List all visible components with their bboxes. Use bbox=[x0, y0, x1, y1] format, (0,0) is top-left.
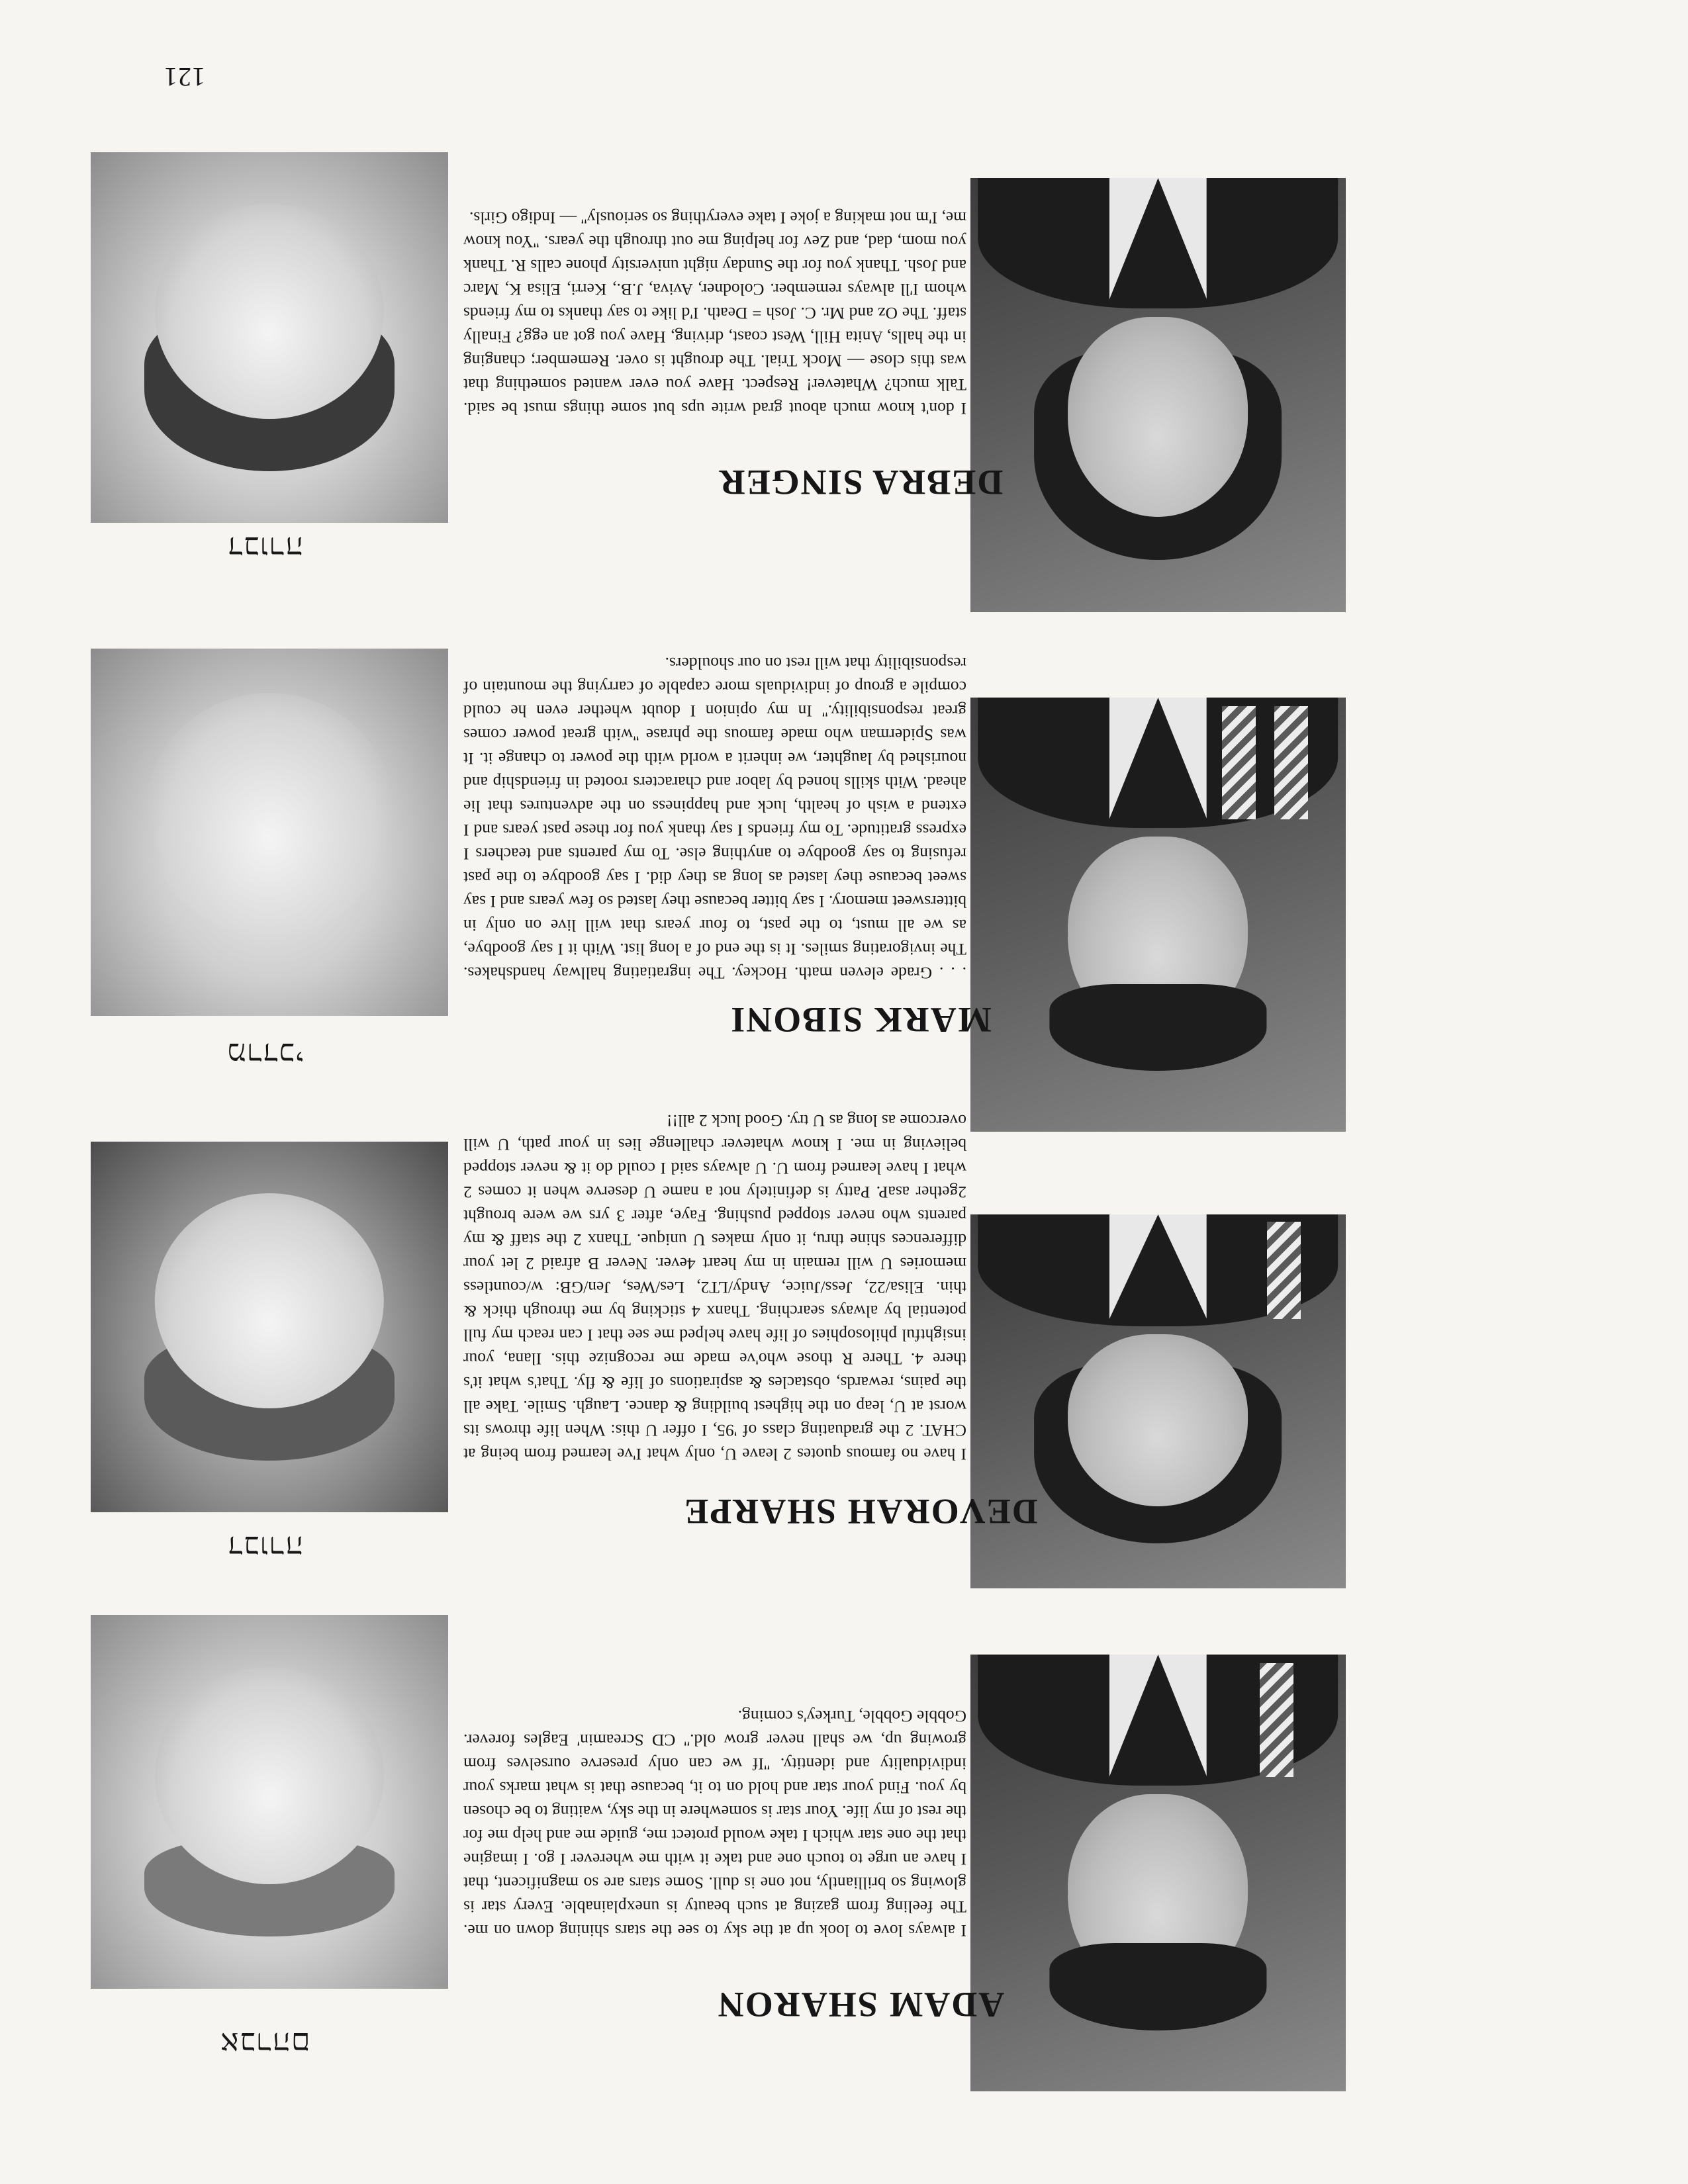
student-name: MARK SIBONI bbox=[729, 1000, 992, 1040]
portrait-stripe bbox=[1267, 1222, 1301, 1319]
student-portrait bbox=[970, 698, 1346, 1132]
student-portrait bbox=[970, 1214, 1346, 1588]
hebrew-name: אברהם bbox=[219, 2026, 310, 2062]
baby-photo bbox=[91, 1142, 448, 1512]
student-bio: . . . Grade eleven math. Hockey. The ingratiating hallway handshakes. The invigorating smiles. It is the end of a long list. With it I say goodbye, as we all must, to the past, to four years that will live on only in bittersweet memory. I say bitter because they lasted so few years and I say sweet because they lasted as long as they did. I say goodbye to the past refusing to say goodbye to anything else. To my parents and teachers I express gratitude. To my friends I say thank you for these past years and I extend a wish of health, luck and happiness on the adventures that lie ahead. With skills honed by labor and characters rooted in friendship and nourished by laughter, we inherit a world with the power to change it. It was Spiderman who made famous the phrase ''with great power comes great responsibility.'' In my opinion I doubt whether even he could compile a group of individuals more capable of carrying the mountain of responsibility that will rest on our shoulders. bbox=[463, 654, 966, 983]
portrait-stripe bbox=[1222, 706, 1256, 819]
student-bio: I always love to look up at the sky to see the stars shining down on me. The feeling from gazing at such beauty is unexplainable. Every star is glowing so brilliantly, not one is dull. Some stars are so magnificent, that I have an urge to touch one and take it with me wherever I go. I imagine that the one star which I take would protect me, guide me and help me for the rest of my life. Your star is somewhere in the sky, waiting to be chosen by you. Find your star and hold on to it, because that is what marks your individuality and identity. ''If we can only preserve ourselves from growing up, we shall never grow old.'' CD Screamin' Eagles forever. Gobble Gobble, Turkey's coming. bbox=[463, 1707, 966, 1940]
baby-face bbox=[155, 204, 384, 419]
portrait-shoulders bbox=[978, 178, 1338, 308]
student-name: DEVORAH SHARPE bbox=[683, 1492, 1038, 1531]
portrait-hair bbox=[1049, 1943, 1267, 2030]
student-portrait bbox=[970, 178, 1346, 612]
page-number: 121 bbox=[164, 62, 205, 92]
baby-photo bbox=[91, 649, 448, 1016]
student-bio: I don't know much about grad write ups but some things must be said. Talk much? Whatever! Respect. Have you ever wanted something that was this close — Mock Trial. The drought is over. Remember; changing in the halls, Anita Hill, West coast, driving, Have you got an egg? Finally staff. The Oz and Mr. C. Josh = Death. I'd like to say thanks to my friends whom I'll always remember. Colodner, Aviva, J.B., Kerri, Elisa K, Marc and Josh. Thank you for the Sunday night university phone calls R. Thank you mom, dad, and Zev for helping me out through the years. ''You know me, I'm not making a joke I take everything so seriously'' — Indigo Girls. bbox=[463, 208, 966, 418]
portrait-face bbox=[1068, 317, 1248, 517]
student-bio: I have no famous quotes 2 leave U, only what I've learned from being at CHAT. 2 the graduating class of '95, I offer U this: When life throws its worst at U, leap on the highest building & dance. Laugh. Smile. Take all the pains, rewards, obstacles & aspirations of life & fly. That's what it's there 4. There R those who've made me recognize this. Ilana, your insightful philosophies of life have helped me see that I can reach my full potential by always searching. Thanx 4 sticking by me through thick & thin. Elisa/22, Jess/Juice, Andy/LT2, Les/Wes, Jen/GB: w/countless memories U will remain in my heart 4ever. Never B afraid 2 let your differences shine thru, it only makes U unique. Thanx 2 the staff & my parents who never stopped pushing. Faye, after 3 yrs we were brought 2gether asaP. Patty is definitely not a name U deserve when it comes 2 what I have learned from U. U always said I could do it & never stopped believing in me. I know whatever challenge lies in your path, U will overcome as long as U try. Good luck 2 all!! bbox=[463, 1111, 966, 1464]
portrait-stripe bbox=[1274, 706, 1308, 819]
hebrew-name: דבורה bbox=[226, 1529, 303, 1565]
portrait-stripe bbox=[1260, 1663, 1293, 1777]
hebrew-name: דבורה bbox=[226, 530, 303, 566]
baby-face bbox=[144, 693, 395, 935]
baby-photo bbox=[91, 1615, 448, 1989]
student-portrait bbox=[970, 1655, 1346, 2091]
student-name: DEBRA SINGER bbox=[718, 463, 1004, 502]
portrait-face bbox=[1068, 1334, 1248, 1506]
baby-face bbox=[155, 1193, 384, 1408]
hebrew-name: מרדכי bbox=[226, 1036, 304, 1072]
student-name: ADAM SHARON bbox=[716, 1985, 1005, 2025]
baby-face bbox=[155, 1667, 384, 1884]
portrait-hair bbox=[1049, 984, 1267, 1071]
baby-photo bbox=[91, 152, 448, 523]
